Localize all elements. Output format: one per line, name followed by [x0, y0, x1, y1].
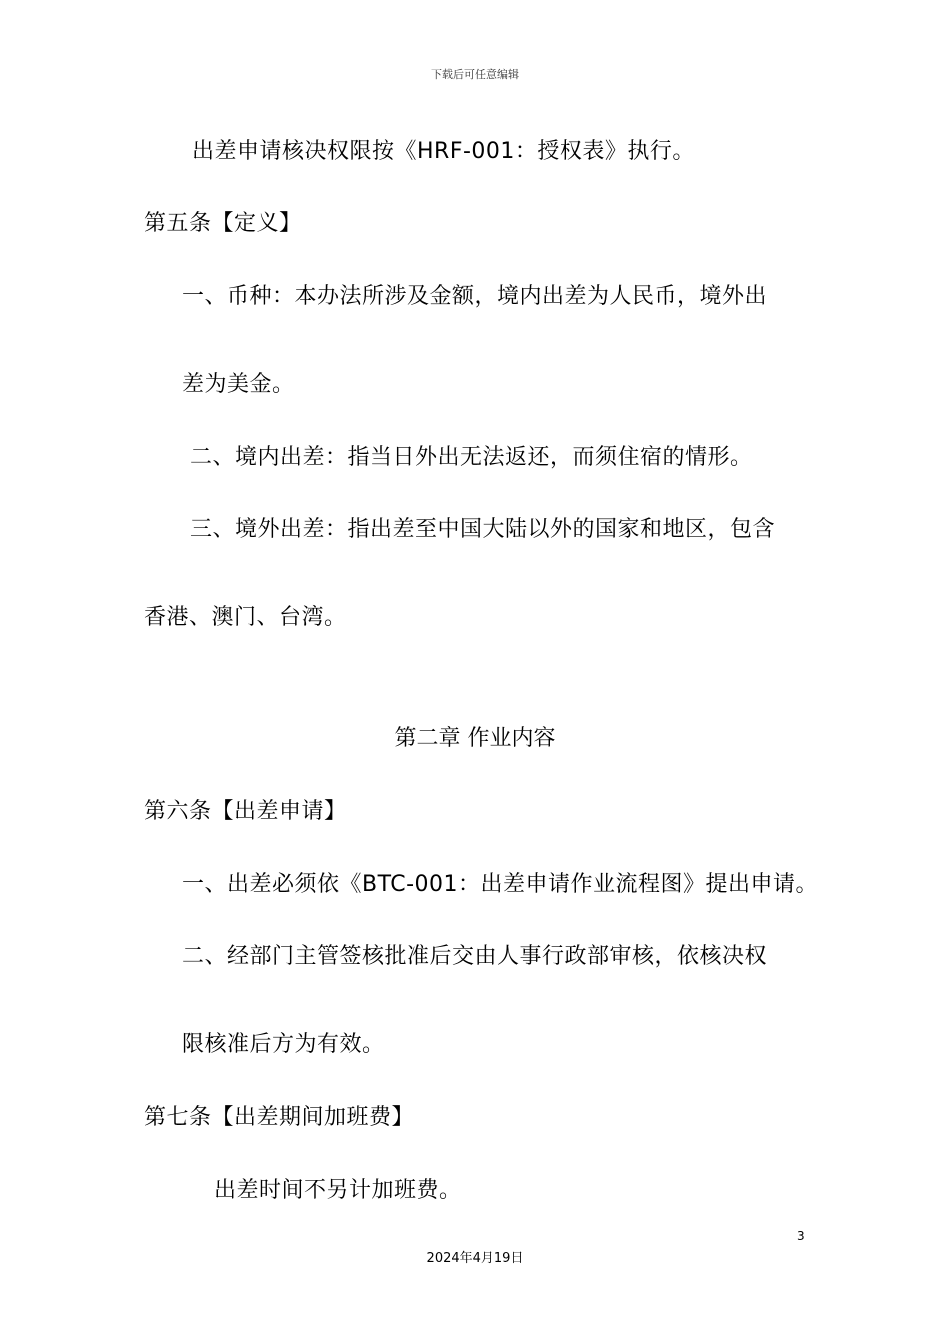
article-6-item-2-line-2: 限核准后方为有效。: [182, 1032, 385, 1057]
article-5-item-2: 二、境内出差：指当日外出无法返还，而须住宿的情形。: [190, 445, 753, 470]
article-7-title: 第七条【出差期间加班费】: [144, 1105, 415, 1130]
article-7-body: 出差时间不另计加班费。: [214, 1178, 462, 1203]
page-number: 3: [797, 1229, 805, 1243]
page-footer-date: 2024年4月19日: [426, 1251, 524, 1266]
chapter-title: 第二章 作业内容: [394, 726, 556, 751]
article-5-item-3-line-1: 三、境外出差：指出差至中国大陆以外的国家和地区，包含: [190, 517, 776, 542]
page-header: 下载后可任意编辑: [431, 68, 519, 81]
article-5-item-3-line-2: 香港、澳门、台湾。: [144, 605, 347, 630]
article-6-item-1: 一、出差必须依《BTC-001：出差申请作业流程图》提出申请。: [182, 872, 819, 897]
article-5-item-1-line-2: 差为美金。: [182, 372, 295, 397]
paragraph-authorization: 出差申请核决权限按《HRF-001：授权表》执行。: [192, 139, 695, 164]
article-5-item-1-line-1: 一、币种：本办法所涉及金额，境内出差为人民币，境外出: [182, 284, 768, 309]
article-6-title: 第六条【出差申请】: [144, 799, 347, 824]
article-5-title: 第五条【定义】: [144, 211, 302, 236]
article-6-item-2-line-1: 二、经部门主管签核批准后交由人事行政部审核，依核决权: [182, 944, 768, 969]
